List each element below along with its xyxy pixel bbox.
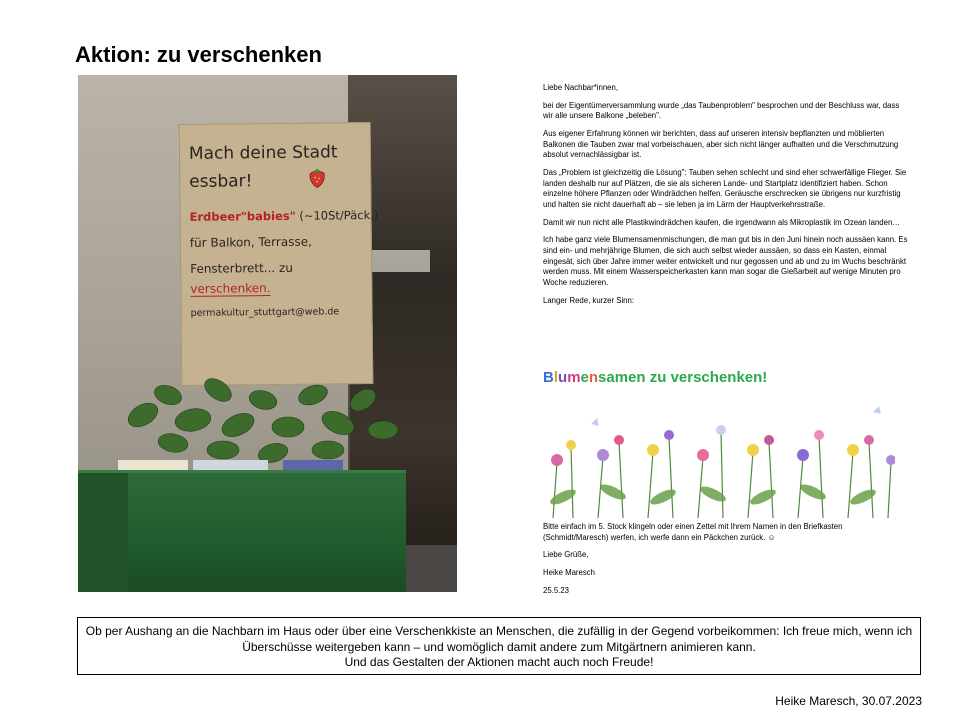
letter-headline [543, 369, 767, 386]
sign-line-3b: (~10St/Päck.) [295, 207, 379, 223]
headline-letter: l [553, 369, 559, 386]
letter-paragraph: Das „Problem ist gleichzeitig die Lösung": Tauben sehen schlecht und sind eher schwerfällige Flieger. Sie landen deshalb nur auf Plätzen, die sie als sicheren Lande- und Startplatz identifiziert haben. Schon einzelne höhere Pflanzen oder Windrädchen helfen. Geräusche erschrecken sie übrigens nur kurzfristig und halten sie nicht dauerhaft ab – sie leben ja im Lärm der Hauptverkehrsstraße. [543, 168, 907, 209]
headline-letter: e [580, 369, 589, 386]
footer-credit: Heike Maresch, 30.07.2023 [775, 694, 922, 708]
headline-letter: u [558, 369, 568, 386]
page-title: Aktion: zu verschenken [75, 42, 322, 67]
photo-strawberry-giveaway [78, 75, 457, 592]
letter-text [543, 83, 908, 313]
headline-letter: B [543, 369, 554, 386]
letter-closing-paragraph: Bitte einfach im 5. Stock klingeln oder einen Zettel mit Ihrem Namen in den Briefkasten (Schmidt/Maresch) werfen, ich werfe dann ein Päckchen zurück. ☺ [543, 522, 843, 542]
letter-paragraph: Damit wir nun nicht alle Plastikwindrädchen kaufen, die irgendwann als Mikroplastik im Ozean landen… [543, 217, 901, 227]
letter-paragraph: Liebe Nachbar*innen, [543, 83, 618, 92]
letter-paragraph: Langer Rede, kurzer Sinn: [543, 295, 635, 305]
letter-closing-paragraph: 25.5.23 [543, 585, 570, 595]
sign-line-1: Mach deine Stadt [188, 142, 338, 164]
caption-box [77, 617, 921, 675]
caption-line-2: Und das Gestalten der Aktionen macht auch noch Freude! [344, 655, 654, 669]
letter-paragraph: Ich habe ganz viele Blumensamenmischungen, die man gut bis in den Juni hinein noch aussäen kann. Es sind ein- und mehrjährige Blumen, die sich auch selbst wieder aussäen, so dass ein Kasten, einmal eingesät, sich über Jahre immer weiter entwickelt und nur gegossen und ab und zu im Wuchs beschränkt werden muss. Mit einem Wasserspeicherkasten kann man sogar die Gießarbeit auf wenige Minuten pro Woche reduzieren. [543, 235, 908, 287]
letter-closing-paragraph: Heike Maresch [543, 568, 595, 578]
cardboard-sign [179, 122, 379, 386]
letter-paragraph: Aus eigener Erfahrung können wir berichten, dass auf unseren intensiv bepflanzten und möblierten Balkonen die Tauben zwar mal vorbeischauen, aber sich nicht länger aufhalten und die Verschmutzung absolut vernachlässigbar ist. [543, 129, 899, 160]
sign-line-2: essbar! [189, 171, 253, 192]
strawberry-icon [307, 166, 327, 188]
letter-closing [543, 522, 908, 604]
sign-line-5: Fensterbrett... zu [190, 260, 293, 276]
sign-line-6 [190, 281, 270, 296]
sign-line-7: permakultur_stuttgart@web.de [190, 306, 340, 319]
sign-line-6-text: verschenken. [190, 281, 271, 296]
headline-rest: samen zu verschenken! [598, 369, 768, 386]
headline-letter: m [567, 369, 581, 386]
letter-closing-paragraph: Liebe Grüße, [543, 550, 589, 560]
sign-line-3a: Erdbeer"babies" [189, 208, 296, 224]
letter-paragraph: bei der Eigentümerversammlung wurde „das Taubenproblem" besprochen und der Beschluss war, dass wir alle unsere Balkone „beleben". [543, 100, 900, 121]
sign-line-4: für Balkon, Terrasse, [189, 234, 312, 250]
sign-line-3 [190, 208, 379, 224]
wildflower-illustration [543, 402, 895, 518]
caption-line-1: Ob per Aushang an die Nachbarn im Haus oder über eine Verschenkkiste an Menschen, die zufällig in der Gegend vorbeikommen: Ich freue mich, wenn ich Überschüsse weitergeben kann – und womöglich damit andere zum Mitgärtnern animieren kann. [85, 624, 913, 654]
green-crate [78, 470, 406, 592]
headline-letter: n [588, 369, 599, 386]
strawberry-plants [113, 365, 413, 475]
